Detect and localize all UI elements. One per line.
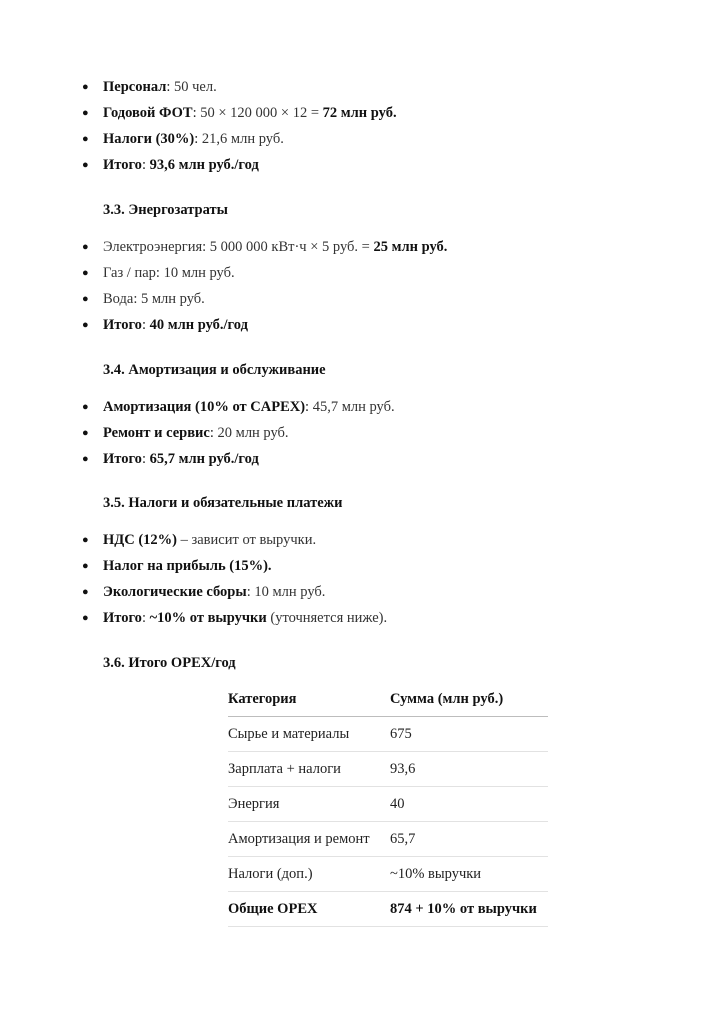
item-label: Экологические сборы — [103, 584, 247, 600]
list-item — [82, 394, 682, 420]
bullet-icon: ● — [82, 401, 89, 413]
item-text: 45,7 млн руб. — [312, 399, 395, 415]
item-text: : — [141, 610, 150, 626]
item-tail: (уточняется ниже). — [266, 610, 388, 626]
item-text: : 10 млн руб. — [246, 584, 326, 600]
item-label: Налог на прибыль (15%). — [103, 558, 272, 574]
item-label: НДС (12%) — [103, 532, 178, 548]
item-separator: : — [141, 317, 150, 333]
bullet-icon: ● — [82, 427, 89, 439]
list-item — [82, 312, 682, 338]
table-cell: Общие OPEX — [228, 892, 390, 927]
item-label: Итого — [103, 157, 142, 173]
item-label: Налоги (30%) — [103, 131, 195, 147]
item-separator: : — [192, 105, 201, 121]
item-text: Газ / пар: 10 млн руб. — [103, 265, 235, 281]
table-cell: Амортизация и ремонт — [228, 822, 390, 857]
item-text: Вода: 5 млн руб. — [103, 291, 205, 307]
item-separator: : — [166, 79, 174, 95]
item-separator: : — [141, 157, 150, 173]
table-total-row — [228, 892, 548, 927]
table-cell: Зарплата + налоги — [228, 752, 390, 787]
amortization-list — [82, 394, 682, 472]
item-text: – зависит от выручки. — [177, 532, 317, 548]
list-item — [82, 286, 682, 312]
table-row — [228, 717, 548, 752]
item-label: Итого — [103, 451, 142, 467]
table-row — [228, 857, 548, 892]
item-separator: : — [209, 425, 218, 441]
list-item — [82, 605, 682, 631]
taxes-list — [82, 527, 682, 631]
list-item — [82, 527, 682, 553]
list-item — [82, 234, 682, 260]
table-cell: Сырье и материалы — [228, 717, 390, 752]
table-cell: ~10% выручки — [390, 857, 548, 892]
bullet-icon: ● — [82, 560, 89, 572]
bullet-icon: ● — [82, 133, 89, 145]
bullet-icon: ● — [82, 586, 89, 598]
bullet-icon: ● — [82, 612, 89, 624]
bullet-icon: ● — [82, 81, 89, 93]
bullet-icon: ● — [82, 453, 89, 465]
item-text: 50 чел. — [174, 79, 217, 95]
table-row — [228, 822, 548, 857]
item-separator: : — [305, 399, 313, 415]
item-text: 50 × 120 000 × 12 = — [200, 105, 323, 121]
energy-list — [82, 234, 682, 338]
list-item — [82, 152, 682, 178]
item-label: Ремонт и сервис — [103, 425, 210, 441]
list-item — [82, 446, 682, 472]
list-item — [82, 579, 682, 605]
item-bold: 65,7 млн руб./год — [149, 451, 259, 467]
section-heading-amortization: 3.4. Амортизация и обслуживание — [103, 362, 326, 378]
item-bold: 40 млн руб./год — [149, 317, 248, 333]
bullet-icon: ● — [82, 293, 89, 305]
item-text: 20 млн руб. — [217, 425, 289, 441]
table-cell: 93,6 — [390, 752, 548, 787]
list-item — [82, 100, 682, 126]
list-item — [82, 74, 682, 100]
item-text: 21,6 млн руб. — [201, 131, 284, 147]
bullet-icon: ● — [82, 534, 89, 546]
section-heading-energy: 3.3. Энергозатраты — [103, 202, 228, 218]
bullet-icon: ● — [82, 107, 89, 119]
item-bold: 93,6 млн руб./год — [149, 157, 259, 173]
table-cell: Энергия — [228, 787, 390, 822]
bullet-icon: ● — [82, 159, 89, 171]
list-item — [82, 126, 682, 152]
personnel-list — [82, 74, 682, 178]
item-label: Амортизация (10% от CAPEX) — [103, 399, 306, 415]
table-cell: 874 + 10% от выручки — [390, 892, 548, 927]
table-cell: 40 — [390, 787, 548, 822]
item-bold: 25 млн руб. — [373, 239, 448, 255]
section-heading-taxes: 3.5. Налоги и обязательные платежи — [103, 495, 343, 511]
table-header-row — [228, 682, 548, 717]
item-label: Годовой ФОТ — [103, 105, 193, 121]
list-item — [82, 260, 682, 286]
bullet-icon: ● — [82, 319, 89, 331]
bullet-icon: ● — [82, 267, 89, 279]
bullet-icon: ● — [82, 241, 89, 253]
item-label: Персонал — [103, 79, 167, 95]
column-header: Сумма (млн руб.) — [390, 682, 548, 717]
table-row — [228, 752, 548, 787]
list-item — [82, 420, 682, 446]
table-row — [228, 787, 548, 822]
opex-table — [228, 682, 548, 927]
item-bold: ~10% от выручки — [149, 610, 267, 626]
item-label: Итого — [103, 610, 142, 626]
section-heading-opex: 3.6. Итого OPEX/год — [103, 655, 236, 671]
table-cell: 675 — [390, 717, 548, 752]
list-item — [82, 553, 682, 579]
item-bold: 72 млн руб. — [322, 105, 397, 121]
item-text: Электроэнергия: 5 000 000 кВт·ч × 5 руб. = — [103, 239, 374, 255]
item-label: Итого — [103, 317, 142, 333]
item-separator: : — [194, 131, 202, 147]
column-header: Категория — [228, 682, 390, 717]
table-cell: 65,7 — [390, 822, 548, 857]
table-cell: Налоги (доп.) — [228, 857, 390, 892]
item-separator: : — [141, 451, 150, 467]
